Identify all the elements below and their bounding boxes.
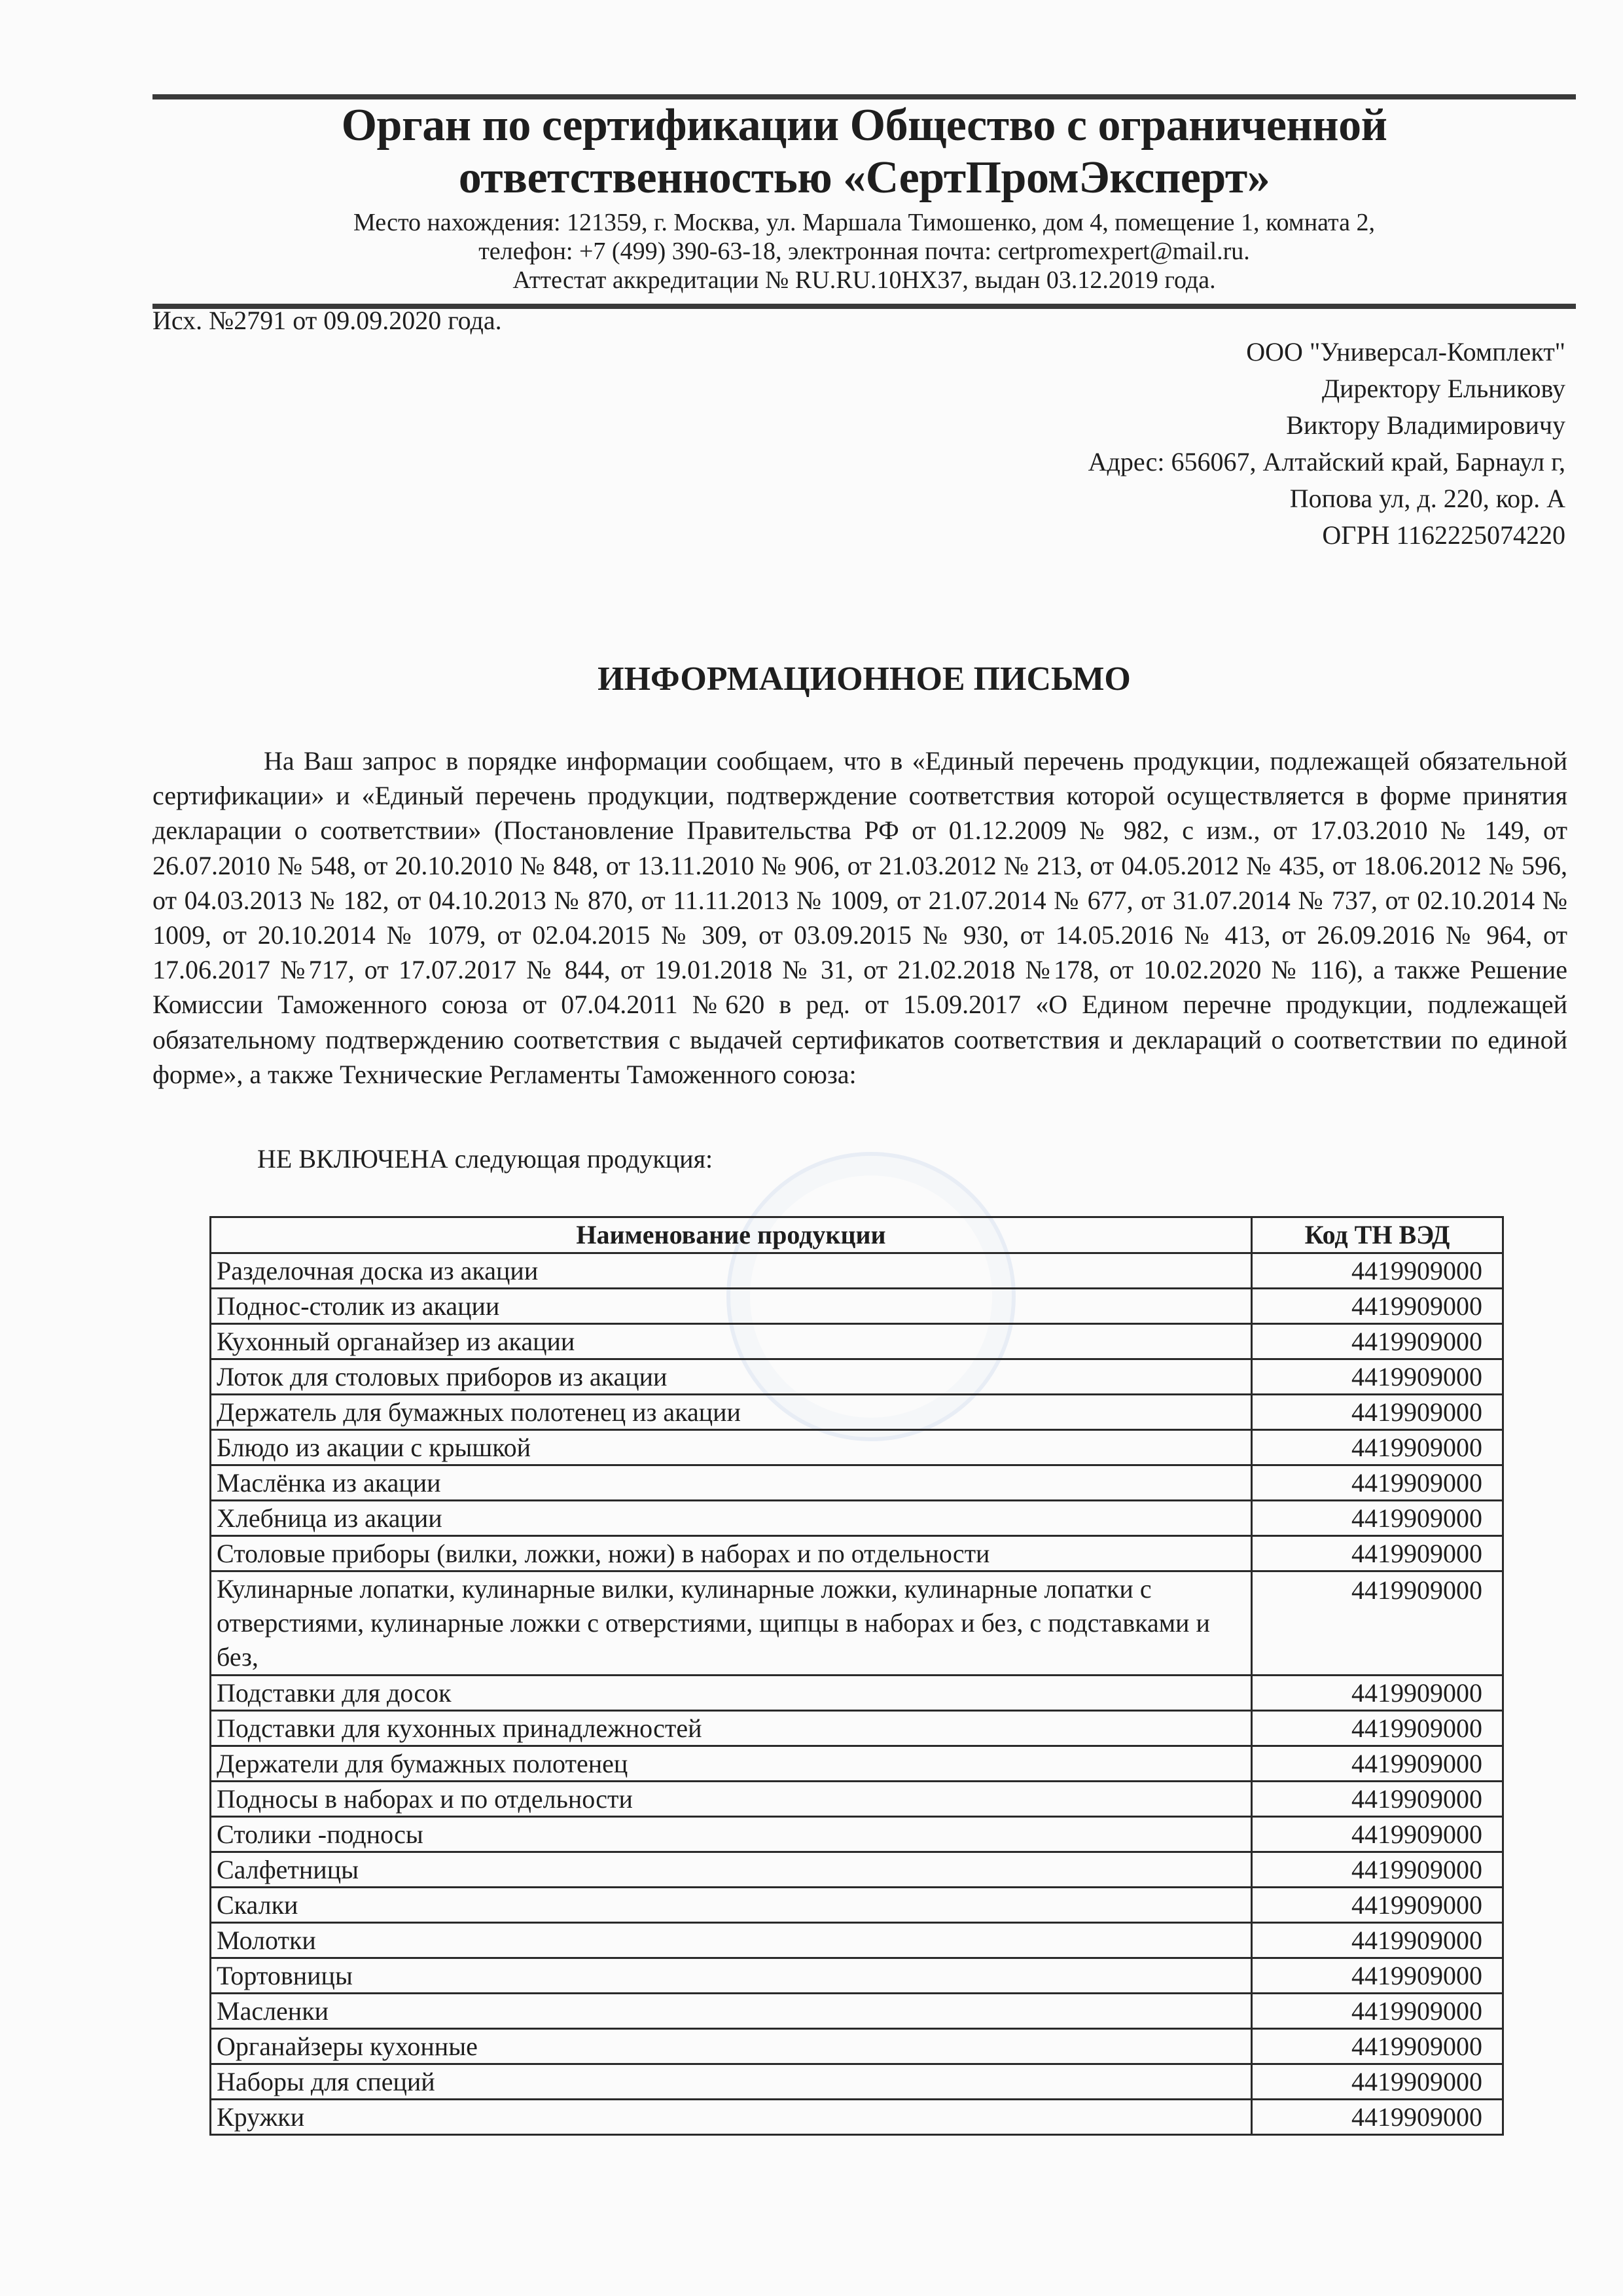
- table-row: [211, 1536, 1503, 1571]
- recipient-ogrn: ОГРН 1162225074220: [1322, 520, 1565, 550]
- column-header-product-name: Наименование продукции: [211, 1217, 1252, 1253]
- tnved-code: 4419909000: [1252, 1430, 1503, 1465]
- product-name: Скалки: [211, 1888, 1252, 1923]
- table-row: [211, 1501, 1503, 1536]
- product-name: Подставки для кухонных принадлежностей: [211, 1711, 1252, 1746]
- product-name: Держатель для бумажных полотенец из акации: [211, 1395, 1252, 1430]
- product-name: Кухонный органайзер из акации: [211, 1324, 1252, 1359]
- header-top-rule: [152, 94, 1576, 99]
- table-row: [211, 1994, 1503, 2029]
- recipient-position: Директору Ельникову: [1321, 374, 1565, 403]
- tnved-code: 4419909000: [1252, 2029, 1503, 2064]
- product-name: Блюдо из акации с крышкой: [211, 1430, 1252, 1465]
- outgoing-reference: Исх. №2791 от 09.09.2020 года.: [152, 306, 502, 335]
- tnved-code: 4419909000: [1252, 1289, 1503, 1324]
- recipient-company: ООО "Универсал-Комплект": [1246, 337, 1565, 367]
- table-row: [211, 1289, 1503, 1324]
- product-name: Хлебница из акации: [211, 1501, 1252, 1536]
- tnved-code: 4419909000: [1252, 1676, 1503, 1711]
- table-row: [211, 1395, 1503, 1430]
- product-name: Подставки для досок: [211, 1676, 1252, 1711]
- tnved-code: 4419909000: [1252, 2100, 1503, 2135]
- tnved-code: 4419909000: [1252, 1324, 1503, 1359]
- product-name: Кулинарные лопатки, кулинарные вилки, кулинарные ложки, кулинарные лопатки с отверстиями, кулинарные ложки с отверстиями, щипцы в наборах и без, с подставками и без,: [211, 1571, 1252, 1676]
- recipient-address-line-2: Попова ул, д. 220, кор. А: [1289, 484, 1565, 513]
- product-name: Наборы для специй: [211, 2064, 1252, 2100]
- tnved-code: 4419909000: [1252, 1958, 1503, 1994]
- product-name: Тортовницы: [211, 1958, 1252, 1994]
- recipient-address-line-1: Адрес: 656067, Алтайский край, Барнаул г,: [1088, 447, 1565, 476]
- table-row: [211, 1253, 1503, 1289]
- table-row: [211, 1324, 1503, 1359]
- table-header-row: [211, 1217, 1503, 1253]
- product-name: Лоток для столовых приборов из акации: [211, 1359, 1252, 1395]
- table-row: [211, 1359, 1503, 1395]
- column-header-tnved-code: Код ТН ВЭД: [1252, 1217, 1503, 1253]
- table-row: [211, 1465, 1503, 1501]
- tnved-code: 4419909000: [1252, 1817, 1503, 1852]
- table-row: [211, 1888, 1503, 1923]
- tnved-code: 4419909000: [1252, 2064, 1503, 2100]
- tnved-code: 4419909000: [1252, 1746, 1503, 1782]
- tnved-code: 4419909000: [1252, 1536, 1503, 1571]
- products-table: [209, 1216, 1504, 2136]
- table-row: [211, 1571, 1503, 1676]
- tnved-code: 4419909000: [1252, 1253, 1503, 1289]
- letter-body: На Ваш запрос в порядке информации сообщаем, что в «Единый перечень продукции, подлежащей обязательной сертификации» и «Единый перечень продукции, подтверждение соответствия которой осуществляется в форме принятия декларации о соответствии» (Постановление Правительства РФ от 01.12.2009 № 982, с изм., от 17.03.2010 № 149, от 26.07.2010 № 548, от 20.10.2010 № 848, от 13.11.2010 № 906, от 21.03.2012 № 213, от 04.05.2012 № 435, от 18.06.2012 № 596, от 04.03.2013 № 182, от 04.10.2013 № 870, от 11.11.2013 № 1009, от 21.07.2014 № 677, от 31.07.2014 № 737, от 02.10.2014 № 1009, от 20.10.2014 № 1079, от 02.04.2015 № 309, от 03.09.2015 № 930, от 14.05.2016 № 413, от 26.09.2016 № 964, от 17.06.2017 №717, от 17.07.2017 № 844, от 19.01.2018 № 31, от 21.02.2018 №178, от 10.02.2020 № 116), а также Решение Комиссии Таможенного союза от 07.04.2011 №620 в ред. от 15.09.2017 «О Едином перечне продукции, подлежащей обязательному подтверждению соответствия с выдачей сертификатов соответствия и деклараций о соответствии по единой форме», а также Технические Регламенты Таможенного союза:: [152, 746, 1567, 1089]
- table-row: [211, 1746, 1503, 1782]
- product-name: Салфетницы: [211, 1852, 1252, 1888]
- tnved-code: 4419909000: [1252, 1852, 1503, 1888]
- product-name: Молотки: [211, 1923, 1252, 1958]
- organization-address: Место нахождения: 121359, г. Москва, ул. Маршала Тимошенко, дом 4, помещение 1, комната 2,: [353, 209, 1375, 236]
- tnved-code: 4419909000: [1252, 1994, 1503, 2029]
- table-row: [211, 1852, 1503, 1888]
- organization-title-line-2: ответственностью «СертПромЭксперт»: [458, 152, 1270, 203]
- product-name: Масленки: [211, 1994, 1252, 2029]
- organization-info: [152, 208, 1576, 295]
- table-row: [211, 2029, 1503, 2064]
- tnved-code: 4419909000: [1252, 1782, 1503, 1817]
- product-name: Кружки: [211, 2100, 1252, 2135]
- recipient-block: [780, 334, 1565, 554]
- product-name: Маслёнка из акации: [211, 1465, 1252, 1501]
- tnved-code: 4419909000: [1252, 1888, 1503, 1923]
- tnved-code: 4419909000: [1252, 1465, 1503, 1501]
- tnved-code: 4419909000: [1252, 1501, 1503, 1536]
- table-row: [211, 1782, 1503, 1817]
- table-row: [211, 2100, 1503, 2135]
- organization-title: [152, 99, 1576, 204]
- product-name: Поднос-столик из акации: [211, 1289, 1252, 1324]
- tnved-code: 4419909000: [1252, 1571, 1503, 1676]
- product-name: Столовые приборы (вилки, ложки, ножи) в наборах и по отдельности: [211, 1536, 1252, 1571]
- letter-heading: ИНФОРМАЦИОННОЕ ПИСЬМО: [597, 660, 1131, 698]
- table-row: [211, 1958, 1503, 1994]
- organization-title-line-1: Орган по сертификации Общество с ограниченной: [341, 100, 1387, 151]
- table-row: [211, 2064, 1503, 2100]
- not-included-statement: НЕ ВКЛЮЧЕНА следующая продукция:: [257, 1144, 713, 1174]
- tnved-code: 4419909000: [1252, 1711, 1503, 1746]
- table-row: [211, 1711, 1503, 1746]
- product-name: Разделочная доска из акации: [211, 1253, 1252, 1289]
- table-row: [211, 1676, 1503, 1711]
- organization-contacts: телефон: +7 (499) 390-63-18, электронная почта: certpromexpert@mail.ru.: [478, 238, 1250, 265]
- tnved-code: 4419909000: [1252, 1359, 1503, 1395]
- tnved-code: 4419909000: [1252, 1923, 1503, 1958]
- product-name: Держатели для бумажных полотенец: [211, 1746, 1252, 1782]
- table-row: [211, 1430, 1503, 1465]
- recipient-name: Виктору Владимировичу: [1286, 410, 1565, 440]
- organization-accreditation: Аттестат аккредитации № RU.RU.10НХ37, выдан 03.12.2019 года.: [512, 266, 1216, 294]
- product-name: Столики -подносы: [211, 1817, 1252, 1852]
- product-name: Органайзеры кухонные: [211, 2029, 1252, 2064]
- tnved-code: 4419909000: [1252, 1395, 1503, 1430]
- product-name: Подносы в наборах и по отдельности: [211, 1782, 1252, 1817]
- table-row: [211, 1923, 1503, 1958]
- table-row: [211, 1817, 1503, 1852]
